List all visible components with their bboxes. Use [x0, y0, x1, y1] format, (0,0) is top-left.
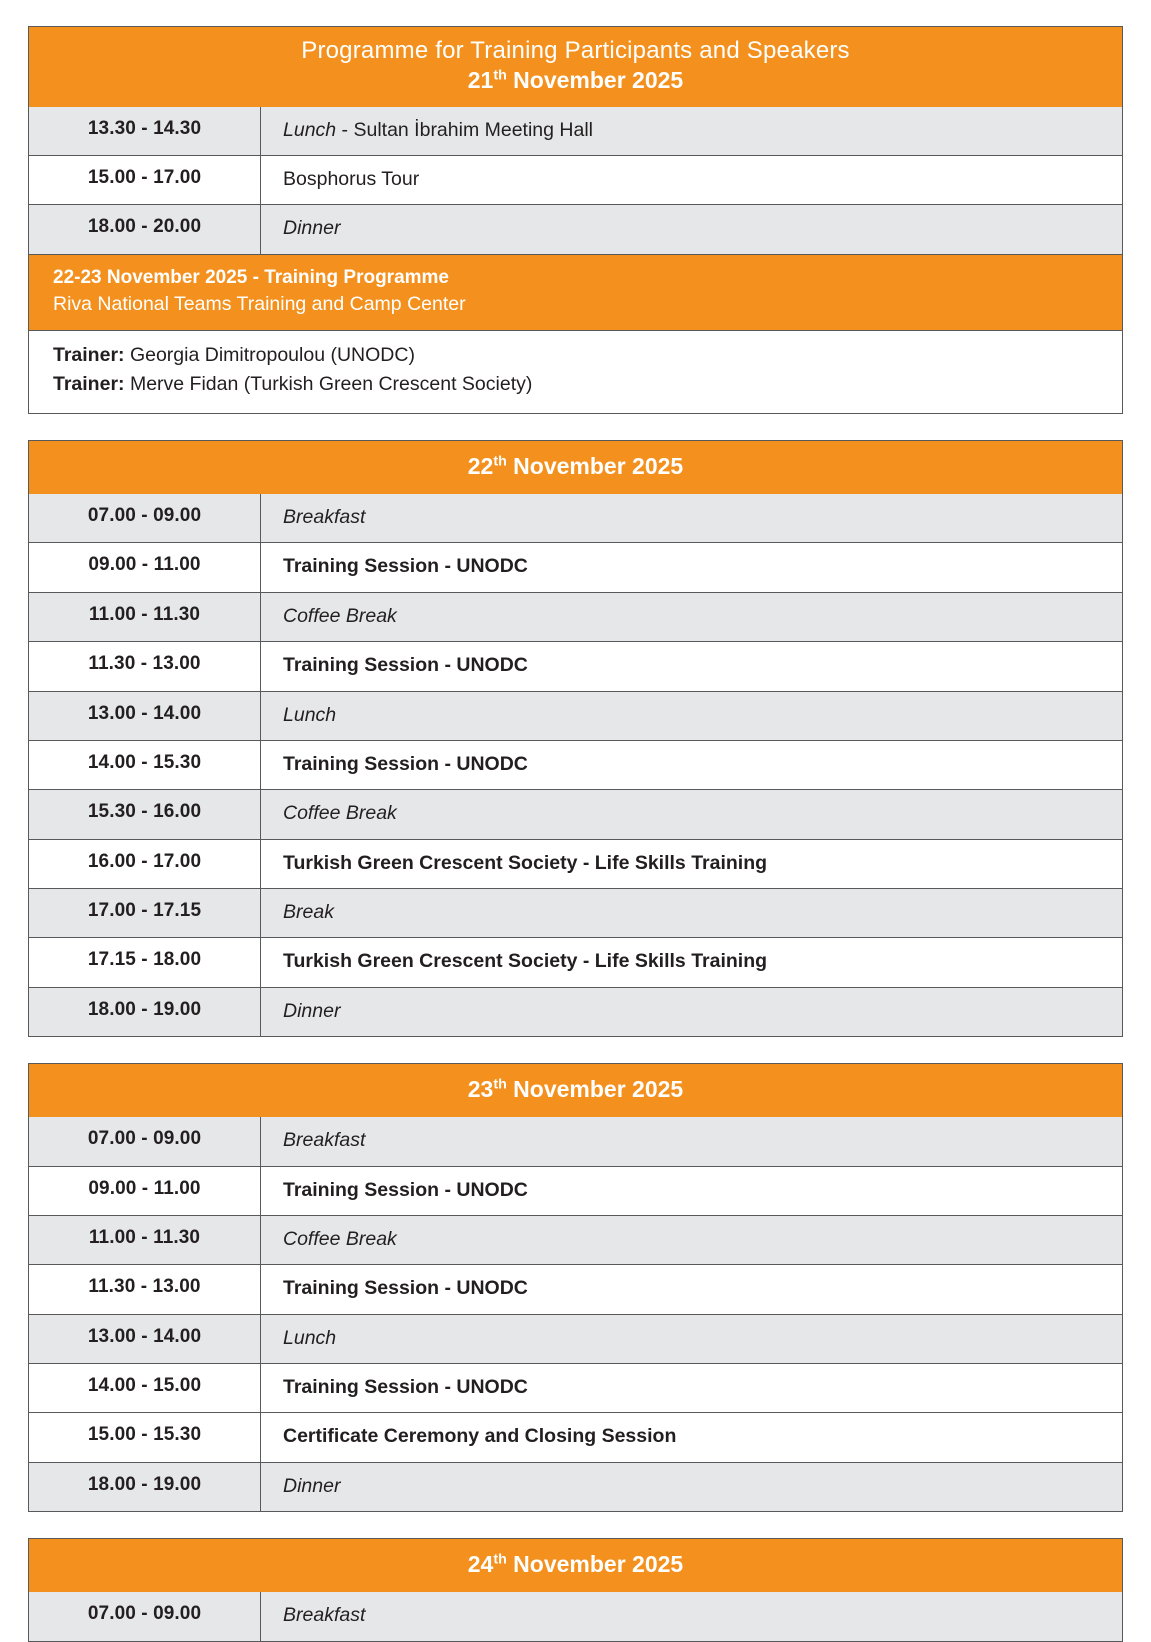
row-time: 16.00 - 17.00 — [29, 840, 261, 888]
programme-header-band — [29, 27, 1122, 107]
row-time: 17.00 - 17.15 — [29, 889, 261, 937]
row-time: 18.00 - 19.00 — [29, 988, 261, 1036]
table-row — [29, 740, 1122, 789]
row-time: 09.00 - 11.00 — [29, 1167, 261, 1215]
table-row — [29, 1314, 1122, 1363]
table-row — [29, 542, 1122, 591]
table-row — [29, 204, 1122, 253]
table-row — [29, 592, 1122, 641]
table-row — [29, 1363, 1122, 1412]
schedule-rows-22 — [29, 494, 1122, 1036]
row-time: 13.30 - 14.30 — [29, 107, 261, 155]
day-suffix-21: th — [493, 67, 507, 84]
day-number-22: 22 — [467, 453, 494, 480]
day-block-22-november — [28, 440, 1123, 1037]
day-number-24: 24 — [467, 1551, 494, 1578]
row-description: Breakfast — [283, 1604, 366, 1627]
day-monthyear-23: November 2025 — [506, 1076, 684, 1103]
row-time: 07.00 - 09.00 — [29, 1592, 261, 1640]
day-monthyear-24: November 2025 — [506, 1551, 684, 1578]
day-block-23-november — [28, 1063, 1123, 1512]
day-block-24-november — [28, 1538, 1123, 1641]
row-description: Training Session - UNODC — [283, 1178, 528, 1201]
row-description: Training Session - UNODC — [283, 654, 528, 677]
day-number-23: 23 — [467, 1076, 494, 1103]
row-time: 15.30 - 16.00 — [29, 790, 261, 838]
row-description: Training Session - UNODC — [283, 1376, 528, 1399]
row-description-rest: - Sultan İbrahim Meeting Hall — [336, 118, 594, 141]
row-time: 11.00 - 11.30 — [29, 1216, 261, 1264]
table-row — [29, 1462, 1122, 1511]
row-description: Training Session - UNODC — [283, 1277, 528, 1300]
row-description — [261, 107, 1122, 155]
day-suffix-22: th — [493, 453, 507, 470]
row-description: Training Session - UNODC — [283, 555, 528, 578]
row-description: Dinner — [283, 999, 341, 1022]
day-monthyear-22: November 2025 — [506, 453, 684, 480]
table-row — [29, 1412, 1122, 1461]
table-row — [29, 155, 1122, 204]
day-header-23 — [29, 1064, 1122, 1117]
row-time: 15.00 - 17.00 — [29, 156, 261, 204]
day-suffix-23: th — [493, 1076, 507, 1093]
row-time: 18.00 - 20.00 — [29, 205, 261, 253]
row-description: Lunch — [283, 1326, 337, 1349]
table-row — [29, 1592, 1122, 1640]
row-description: Dinner — [283, 1474, 341, 1497]
table-row — [29, 888, 1122, 937]
table-row — [29, 1166, 1122, 1215]
table-row — [29, 789, 1122, 838]
day-monthyear-21: November 2025 — [506, 66, 684, 93]
row-time: 11.00 - 11.30 — [29, 593, 261, 641]
table-row — [29, 691, 1122, 740]
trainer-name: Merve Fidan (Turkish Green Crescent Society) — [124, 372, 533, 395]
row-time: 14.00 - 15.30 — [29, 741, 261, 789]
trainer-entry — [53, 341, 1122, 370]
schedule-rows-23 — [29, 1117, 1122, 1511]
day-header-22 — [29, 441, 1122, 494]
day-block-21-november — [28, 26, 1123, 414]
trainers-list — [29, 330, 1122, 414]
row-description: Turkish Green Crescent Society - Life Skills Training — [283, 851, 768, 874]
row-time: 18.00 - 19.00 — [29, 1463, 261, 1511]
training-programme-subheader — [29, 254, 1122, 330]
row-time: 11.30 - 13.00 — [29, 1265, 261, 1313]
row-description: Lunch — [283, 703, 337, 726]
row-description: Coffee Break — [283, 802, 397, 825]
row-description: Break — [283, 901, 334, 924]
row-description: Breakfast — [283, 1129, 366, 1152]
table-row — [29, 937, 1122, 986]
table-row — [29, 987, 1122, 1036]
subheader-venue-label: Riva National Teams Training and Camp Center — [53, 293, 466, 316]
row-description: Training Session - UNODC — [283, 752, 528, 775]
trainer-name: Georgia Dimitropoulou (UNODC) — [124, 343, 415, 366]
row-description: Coffee Break — [283, 1227, 397, 1250]
table-row — [29, 1264, 1122, 1313]
row-description: Turkish Green Crescent Society - Life Skills Training — [283, 950, 768, 973]
row-time: 07.00 - 09.00 — [29, 494, 261, 542]
table-row — [29, 1215, 1122, 1264]
day-header-24 — [29, 1539, 1122, 1592]
schedule-rows-21 — [29, 107, 1122, 254]
row-time: 15.00 - 15.30 — [29, 1413, 261, 1461]
subheader-dates-label: 22-23 November 2025 - Training Programme — [53, 266, 449, 288]
row-time: 09.00 - 11.00 — [29, 543, 261, 591]
row-description: Certificate Ceremony and Closing Session — [283, 1425, 677, 1448]
row-time: 13.00 - 14.00 — [29, 692, 261, 740]
row-description: Dinner — [283, 217, 341, 240]
day-title-21 — [39, 66, 1112, 96]
page-title: Programme for Training Participants and Speakers — [301, 37, 850, 64]
day-suffix-24: th — [493, 1551, 507, 1568]
table-row — [29, 641, 1122, 690]
trainer-label: Trainer: — [53, 343, 125, 366]
row-description: Bosphorus Tour — [283, 168, 420, 191]
row-description-italic: Lunch — [283, 118, 337, 141]
table-row — [29, 1117, 1122, 1165]
row-time: 07.00 - 09.00 — [29, 1117, 261, 1165]
trainer-entry — [53, 370, 1122, 399]
table-row — [29, 839, 1122, 888]
row-time: 11.30 - 13.00 — [29, 642, 261, 690]
schedule-rows-24 — [29, 1592, 1122, 1640]
row-time: 13.00 - 14.00 — [29, 1315, 261, 1363]
day-number-21: 21 — [467, 66, 494, 93]
row-time: 14.00 - 15.00 — [29, 1364, 261, 1412]
table-row — [29, 107, 1122, 155]
trainer-label: Trainer: — [53, 372, 125, 395]
row-time: 17.15 - 18.00 — [29, 938, 261, 986]
table-row — [29, 494, 1122, 542]
row-description: Coffee Break — [283, 604, 397, 627]
row-description: Breakfast — [283, 506, 366, 529]
